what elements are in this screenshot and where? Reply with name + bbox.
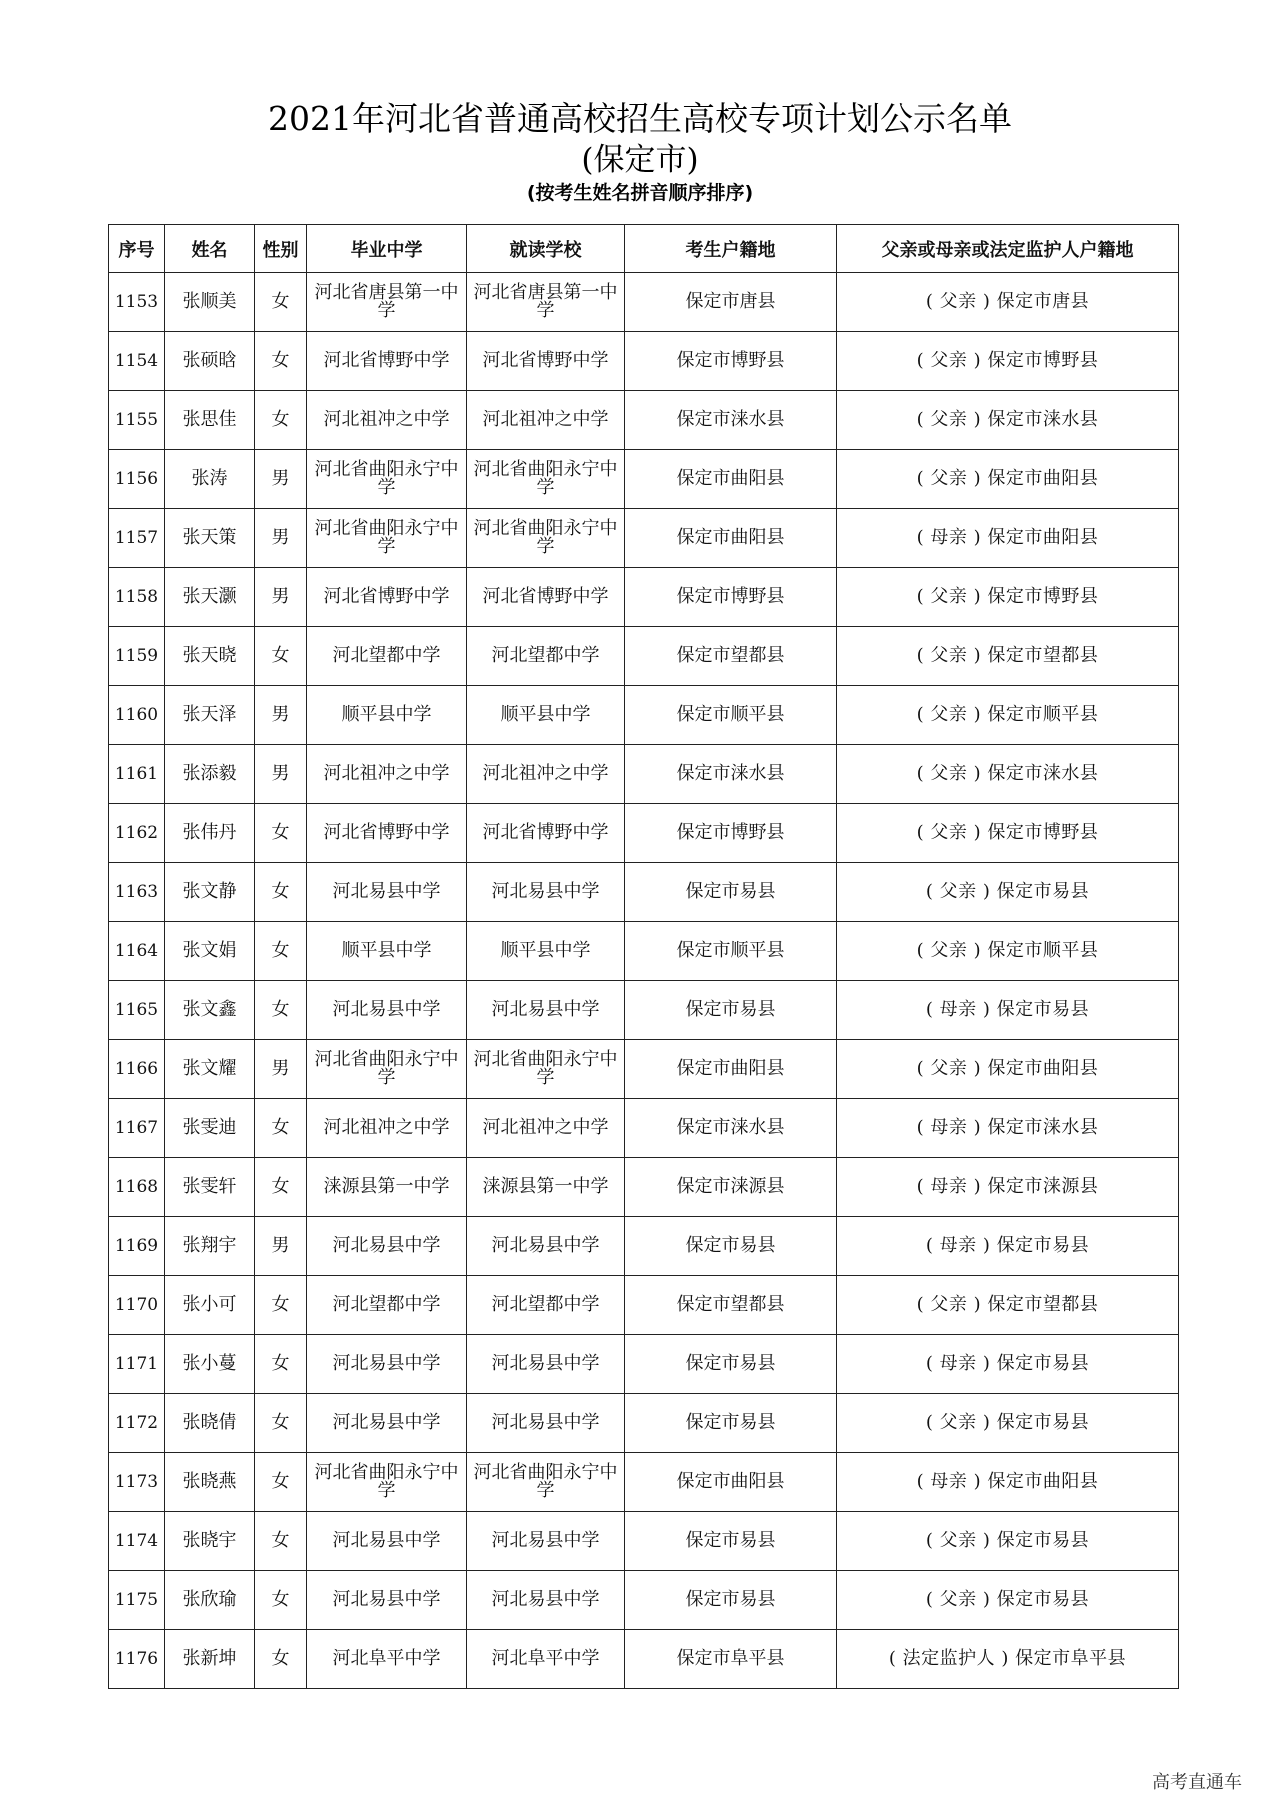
- current-school-cell: 河北省曲阳永宁中学: [467, 509, 625, 568]
- serial-cell: 1161: [109, 745, 165, 804]
- graduation-school-cell: 河北易县中学: [307, 981, 467, 1040]
- serial-cell: 1168: [109, 1158, 165, 1217]
- graduation-school-cell: 河北祖冲之中学: [307, 1099, 467, 1158]
- graduation-school-cell: 河北祖冲之中学: [307, 391, 467, 450]
- gender-cell: 男: [255, 509, 307, 568]
- guardian-residence-cell: ( 母亲 ) 保定市涞水县: [837, 1099, 1179, 1158]
- current-school-cell: 河北省曲阳永宁中学: [467, 1453, 625, 1512]
- student-residence-cell: 保定市易县: [625, 1571, 837, 1630]
- student-residence-cell: 保定市易县: [625, 1335, 837, 1394]
- current-school-cell: 河北易县中学: [467, 863, 625, 922]
- guardian-residence-cell: ( 父亲 ) 保定市易县: [837, 1394, 1179, 1453]
- serial-cell: 1175: [109, 1571, 165, 1630]
- student-name-cell: 张翔宇: [165, 1217, 255, 1276]
- guardian-residence-cell: ( 母亲 ) 保定市曲阳县: [837, 509, 1179, 568]
- gender-cell: 女: [255, 273, 307, 332]
- graduation-school-cell: 顺平县中学: [307, 686, 467, 745]
- table-header-row: [109, 225, 1179, 273]
- student-name-cell: 张小蔓: [165, 1335, 255, 1394]
- current-school-cell: 河北省曲阳永宁中学: [467, 1040, 625, 1099]
- guardian-residence-cell: ( 父亲 ) 保定市顺平县: [837, 922, 1179, 981]
- graduation-school-cell: 河北望都中学: [307, 1276, 467, 1335]
- graduation-school-cell: 河北易县中学: [307, 863, 467, 922]
- gender-cell: 女: [255, 627, 307, 686]
- guardian-residence-cell: ( 母亲 ) 保定市涞源县: [837, 1158, 1179, 1217]
- graduation-school-cell: 河北易县中学: [307, 1571, 467, 1630]
- graduation-school-cell: 河北省曲阳永宁中学: [307, 450, 467, 509]
- current-school-cell: 河北易县中学: [467, 1571, 625, 1630]
- guardian-residence-cell: ( 父亲 ) 保定市涞水县: [837, 391, 1179, 450]
- graduation-school-cell: 河北阜平中学: [307, 1630, 467, 1689]
- guardian-residence-cell: ( 父亲 ) 保定市易县: [837, 863, 1179, 922]
- current-school-cell: 河北祖冲之中学: [467, 391, 625, 450]
- current-school-cell: 涞源县第一中学: [467, 1158, 625, 1217]
- gender-cell: 女: [255, 981, 307, 1040]
- table-row: [109, 1158, 1179, 1217]
- student-name-cell: 张雯迪: [165, 1099, 255, 1158]
- student-residence-cell: 保定市顺平县: [625, 686, 837, 745]
- serial-cell: 1159: [109, 627, 165, 686]
- table-row: [109, 745, 1179, 804]
- current-school-cell: 河北省曲阳永宁中学: [467, 450, 625, 509]
- gender-cell: 男: [255, 1217, 307, 1276]
- serial-cell: 1173: [109, 1453, 165, 1512]
- current-school-cell: 河北省唐县第一中学: [467, 273, 625, 332]
- graduation-school-cell: 河北祖冲之中学: [307, 745, 467, 804]
- guardian-residence-cell: ( 母亲 ) 保定市易县: [837, 1335, 1179, 1394]
- guardian-residence-cell: ( 父亲 ) 保定市博野县: [837, 804, 1179, 863]
- current-school-cell: 河北易县中学: [467, 1512, 625, 1571]
- current-school-cell: 河北易县中学: [467, 1217, 625, 1276]
- student-residence-cell: 保定市博野县: [625, 568, 837, 627]
- table-row: [109, 686, 1179, 745]
- gender-cell: 女: [255, 1335, 307, 1394]
- table-row: [109, 509, 1179, 568]
- student-name-cell: 张添毅: [165, 745, 255, 804]
- student-residence-cell: 保定市唐县: [625, 273, 837, 332]
- gender-cell: 女: [255, 332, 307, 391]
- current-school-cell: 河北易县中学: [467, 981, 625, 1040]
- table-row: [109, 391, 1179, 450]
- serial-cell: 1160: [109, 686, 165, 745]
- table-row: [109, 922, 1179, 981]
- table-row: [109, 1335, 1179, 1394]
- student-residence-cell: 保定市曲阳县: [625, 1040, 837, 1099]
- table-row: [109, 1453, 1179, 1512]
- serial-cell: 1165: [109, 981, 165, 1040]
- graduation-school-cell: 河北省博野中学: [307, 332, 467, 391]
- student-residence-cell: 保定市涞源县: [625, 1158, 837, 1217]
- graduation-school-cell: 河北省博野中学: [307, 568, 467, 627]
- student-residence-cell: 保定市易县: [625, 981, 837, 1040]
- student-residence-cell: 保定市曲阳县: [625, 1453, 837, 1512]
- student-name-cell: 张文耀: [165, 1040, 255, 1099]
- guardian-residence-cell: ( 父亲 ) 保定市博野县: [837, 568, 1179, 627]
- column-header-graduation-school: 毕业中学: [307, 225, 467, 273]
- serial-cell: 1167: [109, 1099, 165, 1158]
- gender-cell: 女: [255, 804, 307, 863]
- serial-cell: 1174: [109, 1512, 165, 1571]
- graduation-school-cell: 顺平县中学: [307, 922, 467, 981]
- graduation-school-cell: 河北易县中学: [307, 1217, 467, 1276]
- student-name-cell: 张文娟: [165, 922, 255, 981]
- current-school-cell: 河北祖冲之中学: [467, 745, 625, 804]
- admission-list-table: [108, 224, 1179, 1689]
- gender-cell: 男: [255, 1040, 307, 1099]
- document-subtitle: (保定市): [581, 142, 699, 178]
- guardian-residence-cell: ( 父亲 ) 保定市顺平县: [837, 686, 1179, 745]
- student-residence-cell: 保定市曲阳县: [625, 509, 837, 568]
- gender-cell: 女: [255, 1453, 307, 1512]
- guardian-residence-cell: ( 父亲 ) 保定市曲阳县: [837, 450, 1179, 509]
- current-school-cell: 河北易县中学: [467, 1335, 625, 1394]
- gender-cell: 男: [255, 745, 307, 804]
- column-header-name: 姓名: [165, 225, 255, 273]
- serial-cell: 1166: [109, 1040, 165, 1099]
- gender-cell: 女: [255, 922, 307, 981]
- student-residence-cell: 保定市博野县: [625, 804, 837, 863]
- guardian-residence-cell: ( 父亲 ) 保定市唐县: [837, 273, 1179, 332]
- student-name-cell: 张新坤: [165, 1630, 255, 1689]
- student-name-cell: 张欣瑜: [165, 1571, 255, 1630]
- table-row: [109, 273, 1179, 332]
- table-row: [109, 332, 1179, 391]
- current-school-cell: 顺平县中学: [467, 922, 625, 981]
- gender-cell: 男: [255, 568, 307, 627]
- guardian-residence-cell: ( 法定监护人 ) 保定市阜平县: [837, 1630, 1179, 1689]
- table-row: [109, 1099, 1179, 1158]
- column-header-current-school: 就读学校: [467, 225, 625, 273]
- graduation-school-cell: 河北省博野中学: [307, 804, 467, 863]
- current-school-cell: 河北省博野中学: [467, 332, 625, 391]
- current-school-cell: 河北阜平中学: [467, 1630, 625, 1689]
- watermark-text: 高考直通车: [1152, 1772, 1242, 1793]
- serial-cell: 1164: [109, 922, 165, 981]
- student-residence-cell: 保定市涞水县: [625, 745, 837, 804]
- student-name-cell: 张思佳: [165, 391, 255, 450]
- student-name-cell: 张天策: [165, 509, 255, 568]
- serial-cell: 1156: [109, 450, 165, 509]
- current-school-cell: 河北祖冲之中学: [467, 1099, 625, 1158]
- student-residence-cell: 保定市涞水县: [625, 1099, 837, 1158]
- student-name-cell: 张天晓: [165, 627, 255, 686]
- student-name-cell: 张天灏: [165, 568, 255, 627]
- student-name-cell: 张小可: [165, 1276, 255, 1335]
- table-row: [109, 1512, 1179, 1571]
- column-header-gender: 性别: [255, 225, 307, 273]
- table-row: [109, 1630, 1179, 1689]
- gender-cell: 女: [255, 1571, 307, 1630]
- table-body: [109, 273, 1179, 1689]
- guardian-residence-cell: ( 父亲 ) 保定市望都县: [837, 627, 1179, 686]
- graduation-school-cell: 河北省曲阳永宁中学: [307, 1040, 467, 1099]
- student-residence-cell: 保定市曲阳县: [625, 450, 837, 509]
- gender-cell: 女: [255, 1099, 307, 1158]
- current-school-cell: 河北省博野中学: [467, 568, 625, 627]
- graduation-school-cell: 河北易县中学: [307, 1512, 467, 1571]
- serial-cell: 1154: [109, 332, 165, 391]
- gender-cell: 女: [255, 1276, 307, 1335]
- student-name-cell: 张文鑫: [165, 981, 255, 1040]
- table-row: [109, 1217, 1179, 1276]
- student-residence-cell: 保定市易县: [625, 863, 837, 922]
- current-school-cell: 河北望都中学: [467, 1276, 625, 1335]
- gender-cell: 男: [255, 686, 307, 745]
- student-name-cell: 张天泽: [165, 686, 255, 745]
- student-name-cell: 张雯轩: [165, 1158, 255, 1217]
- table-row: [109, 450, 1179, 509]
- student-residence-cell: 保定市易县: [625, 1217, 837, 1276]
- student-name-cell: 张晓燕: [165, 1453, 255, 1512]
- serial-cell: 1170: [109, 1276, 165, 1335]
- serial-cell: 1162: [109, 804, 165, 863]
- graduation-school-cell: 涞源县第一中学: [307, 1158, 467, 1217]
- student-residence-cell: 保定市顺平县: [625, 922, 837, 981]
- student-name-cell: 张晓倩: [165, 1394, 255, 1453]
- document-title: 2021年河北省普通高校招生高校专项计划公示名单: [268, 99, 1012, 138]
- current-school-cell: 顺平县中学: [467, 686, 625, 745]
- graduation-school-cell: 河北省曲阳永宁中学: [307, 1453, 467, 1512]
- student-name-cell: 张晓宇: [165, 1512, 255, 1571]
- current-school-cell: 河北易县中学: [467, 1394, 625, 1453]
- table-row: [109, 981, 1179, 1040]
- serial-cell: 1157: [109, 509, 165, 568]
- table-row: [109, 1276, 1179, 1335]
- student-residence-cell: 保定市易县: [625, 1394, 837, 1453]
- student-name-cell: 张伟丹: [165, 804, 255, 863]
- current-school-cell: 河北望都中学: [467, 627, 625, 686]
- gender-cell: 女: [255, 1512, 307, 1571]
- student-name-cell: 张涛: [165, 450, 255, 509]
- serial-cell: 1172: [109, 1394, 165, 1453]
- column-header-guardian-residence: 父亲或母亲或法定监护人户籍地: [837, 225, 1179, 273]
- guardian-residence-cell: ( 父亲 ) 保定市博野县: [837, 332, 1179, 391]
- graduation-school-cell: 河北望都中学: [307, 627, 467, 686]
- guardian-residence-cell: ( 母亲 ) 保定市易县: [837, 1217, 1179, 1276]
- sort-note: (按考生姓名拼音顺序排序): [526, 182, 754, 204]
- student-name-cell: 张文静: [165, 863, 255, 922]
- graduation-school-cell: 河北省唐县第一中学: [307, 273, 467, 332]
- gender-cell: 女: [255, 1394, 307, 1453]
- table-row: [109, 1394, 1179, 1453]
- table-row: [109, 863, 1179, 922]
- gender-cell: 女: [255, 863, 307, 922]
- table-row: [109, 1040, 1179, 1099]
- student-residence-cell: 保定市望都县: [625, 1276, 837, 1335]
- serial-cell: 1169: [109, 1217, 165, 1276]
- gender-cell: 男: [255, 450, 307, 509]
- current-school-cell: 河北省博野中学: [467, 804, 625, 863]
- serial-cell: 1176: [109, 1630, 165, 1689]
- student-name-cell: 张硕晗: [165, 332, 255, 391]
- guardian-residence-cell: ( 父亲 ) 保定市易县: [837, 1571, 1179, 1630]
- student-residence-cell: 保定市博野县: [625, 332, 837, 391]
- guardian-residence-cell: ( 父亲 ) 保定市曲阳县: [837, 1040, 1179, 1099]
- guardian-residence-cell: ( 父亲 ) 保定市涞水县: [837, 745, 1179, 804]
- student-residence-cell: 保定市易县: [625, 1512, 837, 1571]
- guardian-residence-cell: ( 父亲 ) 保定市望都县: [837, 1276, 1179, 1335]
- serial-cell: 1158: [109, 568, 165, 627]
- table-row: [109, 627, 1179, 686]
- graduation-school-cell: 河北省曲阳永宁中学: [307, 509, 467, 568]
- table-row: [109, 1571, 1179, 1630]
- column-header-serial: 序号: [109, 225, 165, 273]
- student-residence-cell: 保定市望都县: [625, 627, 837, 686]
- guardian-residence-cell: ( 母亲 ) 保定市易县: [837, 981, 1179, 1040]
- guardian-residence-cell: ( 母亲 ) 保定市曲阳县: [837, 1453, 1179, 1512]
- student-name-cell: 张顺美: [165, 273, 255, 332]
- graduation-school-cell: 河北易县中学: [307, 1394, 467, 1453]
- serial-cell: 1163: [109, 863, 165, 922]
- column-header-student-residence: 考生户籍地: [625, 225, 837, 273]
- table-row: [109, 568, 1179, 627]
- gender-cell: 女: [255, 391, 307, 450]
- serial-cell: 1155: [109, 391, 165, 450]
- student-residence-cell: 保定市涞水县: [625, 391, 837, 450]
- student-residence-cell: 保定市阜平县: [625, 1630, 837, 1689]
- graduation-school-cell: 河北易县中学: [307, 1335, 467, 1394]
- guardian-residence-cell: ( 父亲 ) 保定市易县: [837, 1512, 1179, 1571]
- gender-cell: 女: [255, 1158, 307, 1217]
- table-row: [109, 804, 1179, 863]
- gender-cell: 女: [255, 1630, 307, 1689]
- serial-cell: 1171: [109, 1335, 165, 1394]
- serial-cell: 1153: [109, 273, 165, 332]
